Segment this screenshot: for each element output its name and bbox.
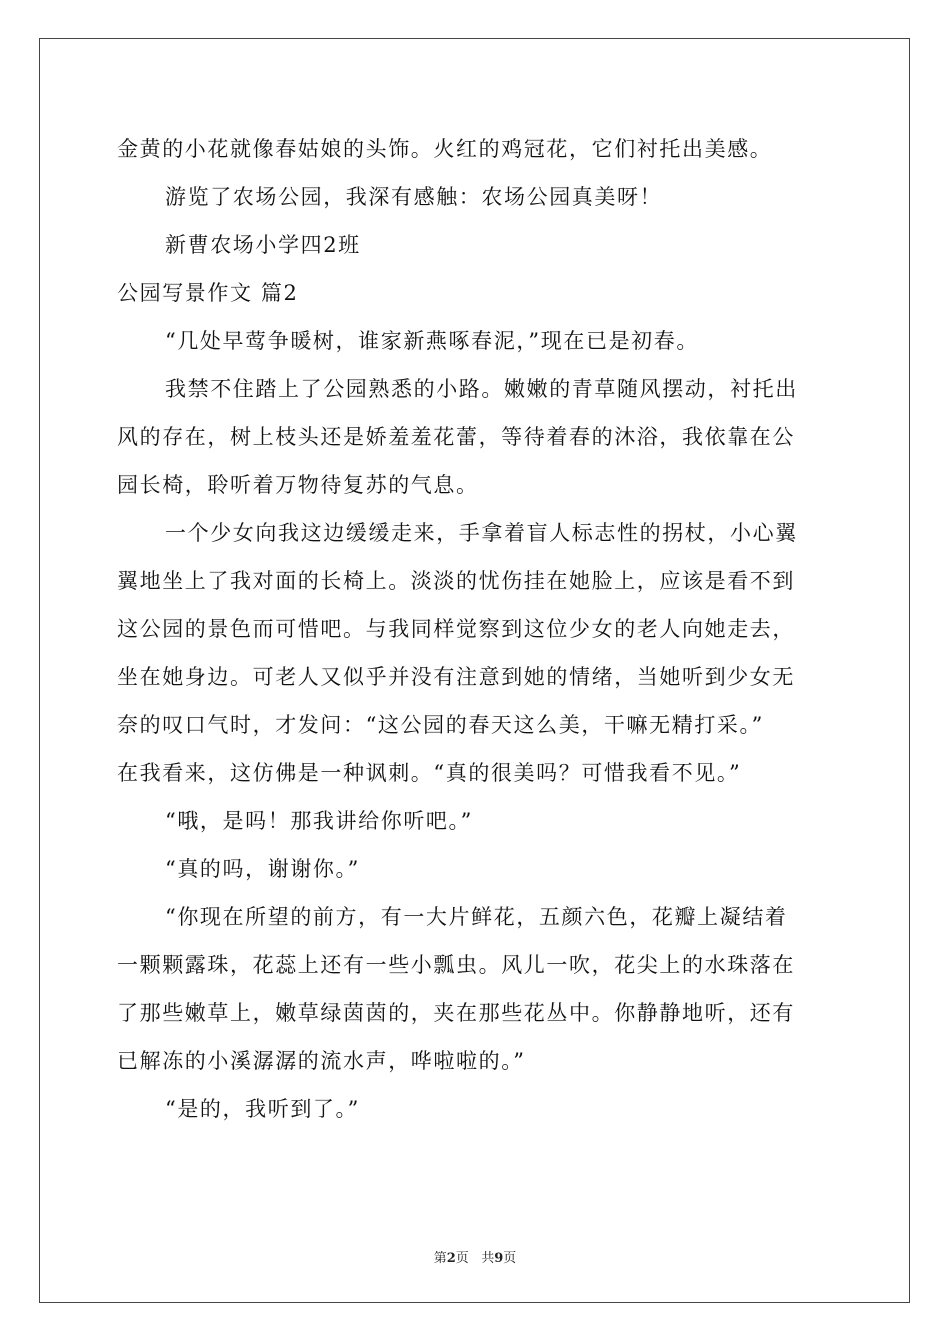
page-suffix: 页 xyxy=(455,1251,469,1266)
page-number: 2 xyxy=(446,1251,456,1266)
text-line-21: “是的，我听到了。” xyxy=(165,1097,360,1121)
text-line-20: 已解冻的小溪潺潺的流水声，哗啦啦的。” xyxy=(117,1049,526,1073)
text-line-7: 风的存在，树上枝头还是娇羞羞花蕾，等待着春的沐浴，我依靠在公 xyxy=(117,425,795,449)
text-line-11: 这公园的景色而可惜吧。与我同样觉察到这位少女的老人向她走去， xyxy=(117,617,795,641)
text-line-5: “几处早莺争暖树，谁家新燕啄春泥，”现在已是初春。 xyxy=(165,329,699,353)
text-line-19: 了那些嫩草上，嫩草绿茵茵的，夹在那些花丛中。你静静地听，还有 xyxy=(117,1001,795,1025)
page-prefix: 第 xyxy=(433,1251,447,1266)
author-line: 新曹农场小学四2班 xyxy=(165,233,361,257)
text-line-2: 游览了农场公园，我深有感触：农场公园真美呀！ xyxy=(165,185,663,209)
text-line-15: “哦，是吗！那我讲给你听吧。” xyxy=(165,809,473,833)
text-line-17: “你现在所望的前方，有一大片鲜花，五颜六色，花瓣上凝结着 xyxy=(165,905,788,929)
total-prefix: 共 xyxy=(481,1251,495,1266)
page-footer xyxy=(0,1247,950,1266)
total-suffix: 页 xyxy=(503,1251,517,1266)
total-pages: 9 xyxy=(494,1251,504,1266)
text-line-9: 一个少女向我这边缓缓走来，手拿着盲人标志性的拐杖，小心翼 xyxy=(165,521,798,545)
text-line-12: 坐在她身边。可老人又似乎并没有注意到她的情绪，当她听到少女无 xyxy=(117,665,795,689)
text-line-14: 在我看来，这仿佛是一种讽刺。“真的很美吗？可惜我看不见。” xyxy=(117,761,742,785)
section-heading: 公园写景作文 篇2 xyxy=(117,281,299,305)
text-line-10: 翼地坐上了我对面的长椅上。淡淡的忧伤挂在她脸上，应该是看不到 xyxy=(117,569,795,593)
text-line-1: 金黄的小花就像春姑娘的头饰。火红的鸡冠花，它们衬托出美感。 xyxy=(117,137,773,161)
document-body xyxy=(117,125,833,1133)
text-line-16: “真的吗，谢谢你。” xyxy=(165,857,360,881)
text-line-18: 一颗颗露珠，花蕊上还有一些小瓢虫。风儿一吹，花尖上的水珠落在 xyxy=(117,953,795,977)
text-line-8: 园长椅，聆听着万物待复苏的气息。 xyxy=(117,473,479,497)
text-line-6: 我禁不住踏上了公园熟悉的小路。嫩嫩的青草随风摆动，衬托出 xyxy=(165,377,798,401)
text-line-13: 奈的叹口气时，才发问：“这公园的春天这么美，干嘛无精打采。” xyxy=(117,713,764,737)
